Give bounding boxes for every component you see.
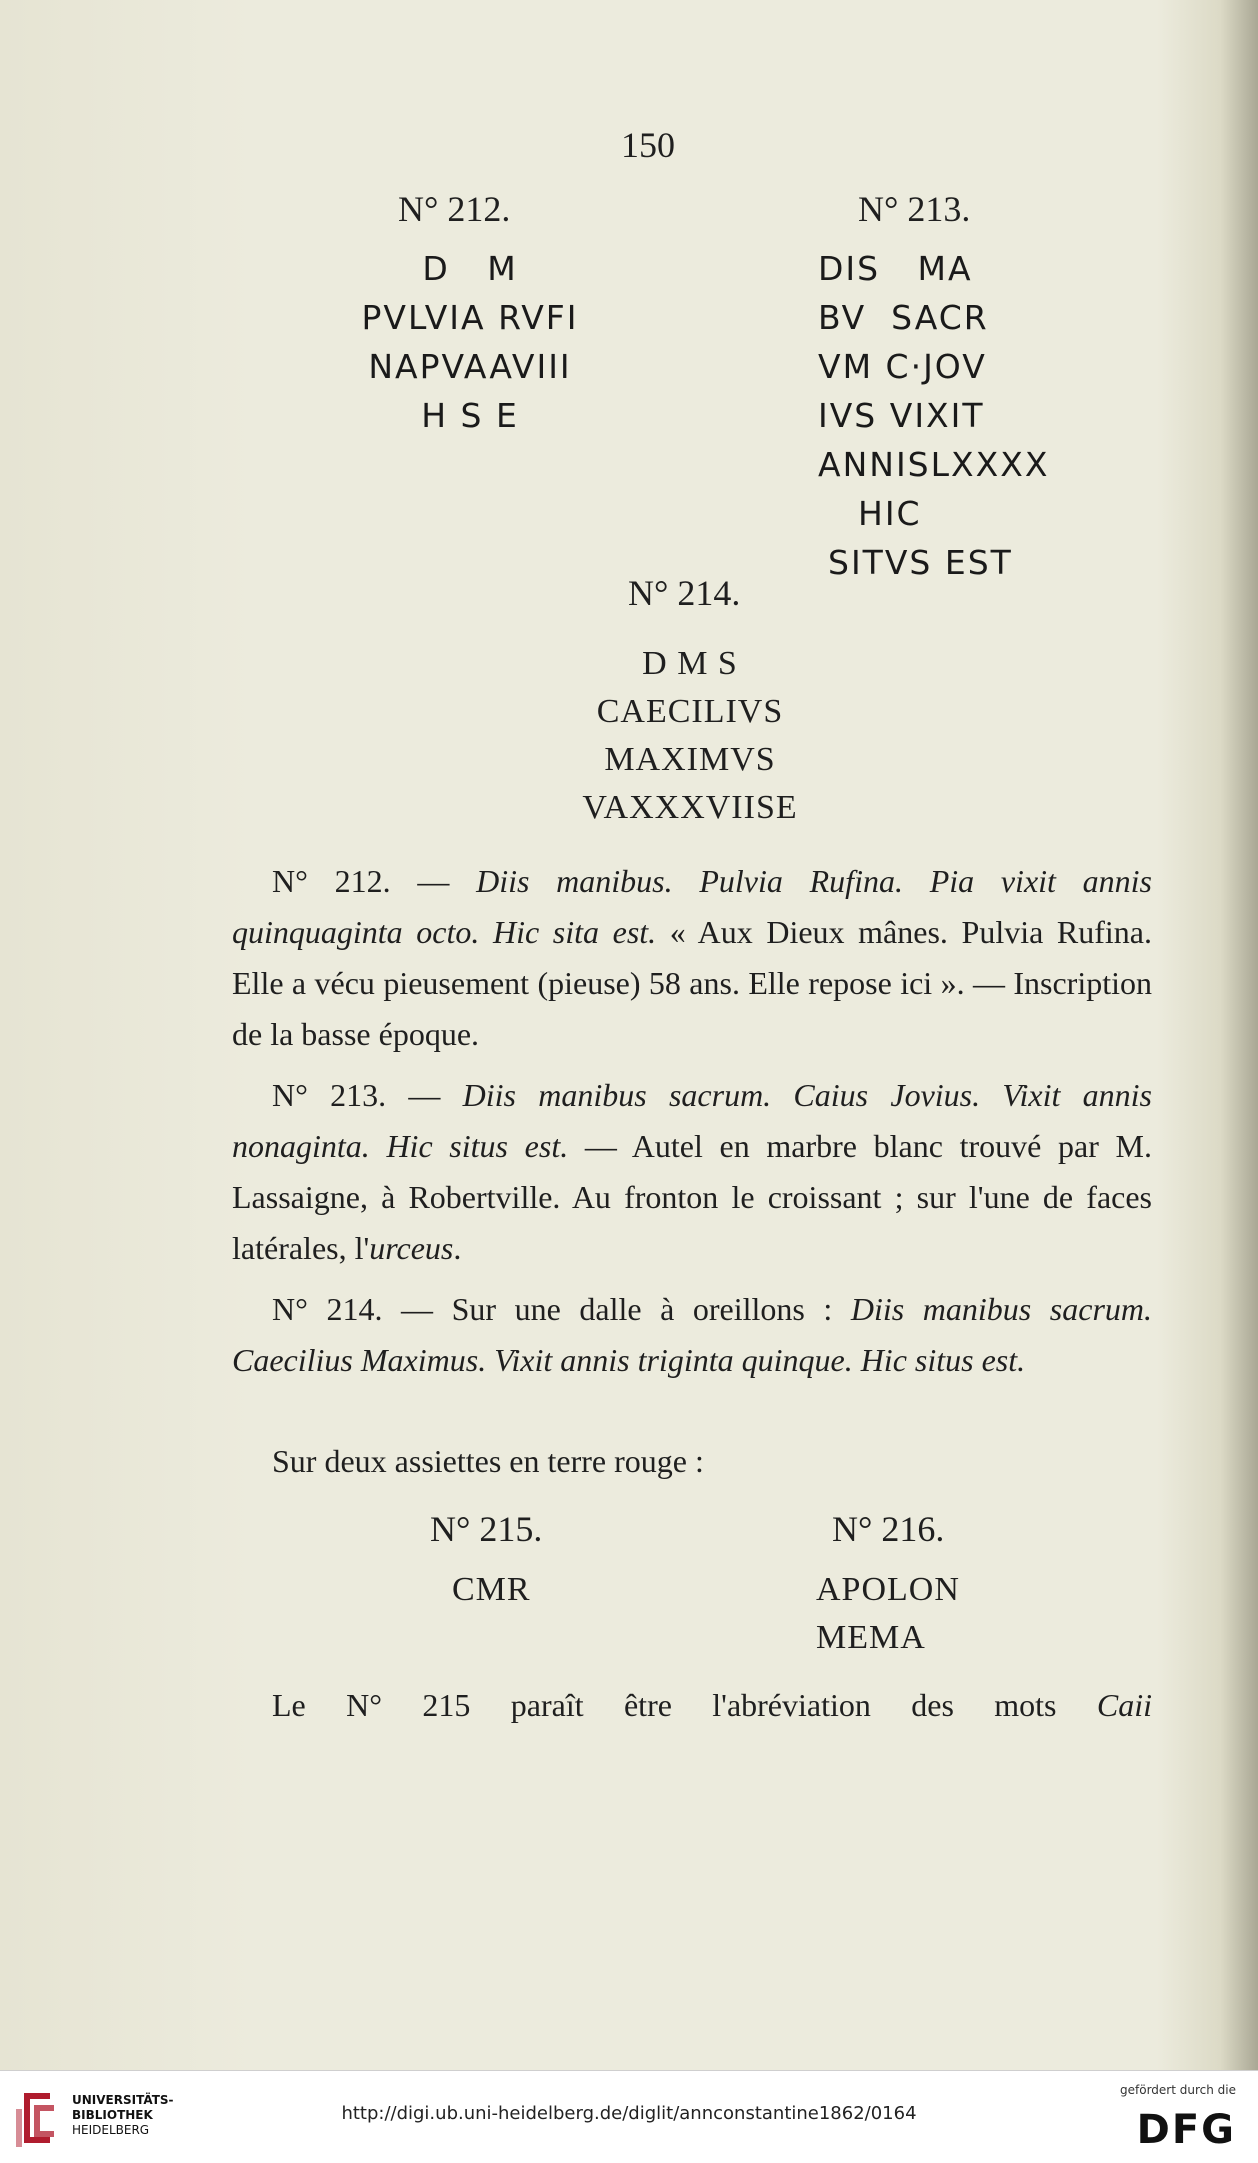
institution-line: UNIVERSITÄTS- bbox=[72, 2093, 174, 2107]
paragraph-last bbox=[232, 1680, 1152, 1731]
dfg-logo: DFG bbox=[1136, 2107, 1236, 2153]
funded-by-text: gefördert durch die bbox=[1120, 2083, 1236, 2097]
inscription-line: PVLVIA RVFI bbox=[361, 298, 579, 337]
institution-line: HEIDELBERG bbox=[72, 2123, 150, 2137]
inscription-213-label: N° 213. bbox=[858, 189, 971, 229]
institution-line: BIBLIOTHEK bbox=[72, 2108, 153, 2122]
inscription-215-label: N° 215. bbox=[430, 1509, 543, 1549]
inscription-line: MEMA bbox=[816, 1619, 926, 1656]
inscription-213-text bbox=[818, 244, 1058, 587]
inscription-214-label: N° 214. bbox=[628, 573, 741, 613]
para-end: . bbox=[453, 1230, 462, 1266]
para-lead: N° 212. — bbox=[272, 863, 477, 899]
inscription-line: CAECILIVS bbox=[596, 693, 784, 730]
inscription-line: ANNISLXXXX bbox=[818, 445, 1050, 484]
paragraph-213 bbox=[232, 1070, 1152, 1274]
latin-text: Diis manibus sacrum. Caecilius Maximus. Vixit annis triginta quinque. Hic situs est. bbox=[232, 1291, 1153, 1378]
inscription-216-label: N° 216. bbox=[832, 1509, 945, 1549]
inscription-line: VAXXXVIISE bbox=[582, 789, 798, 826]
footer-bar bbox=[0, 2070, 1258, 2163]
inscription-line: D M S bbox=[642, 645, 738, 682]
para-lead: N° 213. — bbox=[272, 1077, 463, 1113]
inscription-line: BV SACR bbox=[818, 298, 989, 337]
inscription-line: DIS MA bbox=[818, 249, 973, 288]
inscription-line: SITVS EST bbox=[828, 543, 1013, 582]
inscription-line: HIC bbox=[858, 494, 922, 533]
inscription-215-text: CMR bbox=[452, 1571, 531, 1608]
inscription-line: IVS VIXIT bbox=[818, 396, 985, 435]
inscription-line: D M bbox=[422, 249, 518, 288]
latin-text: Diis manibus sacrum. Caius Jovius. Vixit annis nonaginta. Hic situs est. bbox=[232, 1077, 1152, 1164]
inscription-line: H S E bbox=[421, 396, 519, 435]
inscription-216-text bbox=[816, 1566, 960, 1662]
page-number: 150 bbox=[621, 125, 675, 165]
inscription-line: MAXIMVS bbox=[604, 741, 776, 778]
latin-text: Diis manibus. Pulvia Rufina. Pia vixit annis quinquaginta octo. Hic sita est. bbox=[232, 863, 1153, 950]
permalink-url[interactable]: http://digi.ub.uni-heidelberg.de/diglit/annconstantine1862/0164 bbox=[341, 2103, 917, 2124]
para-lead: N° 214. — Sur une dalle à oreillons : bbox=[272, 1291, 851, 1327]
paragraph-214 bbox=[232, 1284, 1152, 1386]
french-text: « Aux Dieux mânes. Pulvia Rufina. Elle a vécu pieusement (pieuse) 58 ans. Elle repose ici ». — Inscription de la basse époque. bbox=[232, 914, 1153, 1052]
latin-text: urceus bbox=[369, 1230, 454, 1266]
inscription-line: NAPVAAVIII bbox=[368, 347, 572, 386]
inscription-214-text bbox=[540, 640, 840, 832]
inscription-line: APOLON bbox=[816, 1571, 960, 1608]
paragraph-212 bbox=[232, 856, 1152, 1060]
latin-text: Caii bbox=[1096, 1687, 1152, 1723]
french-text: — Autel en marbre blanc trouvé par M. Lassaigne, à Robertville. Au fronton le croissant ; sur l'une de faces latérales, l' bbox=[232, 1128, 1153, 1266]
inscription-212-label: N° 212. bbox=[398, 189, 511, 229]
inscription-line: VM C·JOV bbox=[818, 347, 987, 386]
para-lead: Le N° 215 paraît être l'abréviation des mots bbox=[272, 1687, 1097, 1723]
paragraph-assiettes: Sur deux assiettes en terre rouge : bbox=[272, 1443, 704, 1479]
inscription-212-text bbox=[340, 244, 600, 440]
